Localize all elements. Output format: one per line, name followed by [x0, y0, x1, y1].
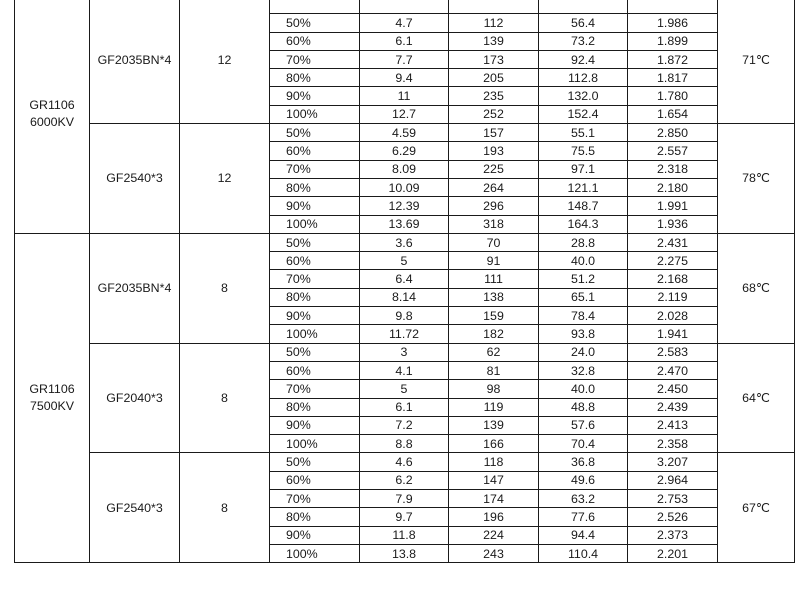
power-cell: 40.0 [539, 380, 628, 398]
current-cell: 11 [360, 87, 449, 105]
throttle-cell: 90% [270, 526, 360, 544]
throttle-cell [270, 0, 360, 14]
throttle-cell: 80% [270, 508, 360, 526]
power-cell: 51.2 [539, 270, 628, 288]
current-cell: 4.1 [360, 361, 449, 379]
efficiency-cell: 1.899 [628, 32, 718, 50]
throttle-cell: 100% [270, 544, 360, 562]
thrust-cell: 182 [449, 325, 539, 343]
table-body [15, 0, 795, 563]
efficiency-cell: 2.450 [628, 380, 718, 398]
throttle-cell: 80% [270, 69, 360, 87]
voltage-cell: 12 [180, 124, 270, 234]
throttle-cell: 60% [270, 142, 360, 160]
efficiency-cell: 2.583 [628, 343, 718, 361]
current-cell: 11.8 [360, 526, 449, 544]
efficiency-cell: 2.275 [628, 252, 718, 270]
throttle-cell: 80% [270, 288, 360, 306]
power-cell: 32.8 [539, 361, 628, 379]
efficiency-cell: 2.180 [628, 178, 718, 196]
power-cell: 57.6 [539, 416, 628, 434]
current-cell: 6.29 [360, 142, 449, 160]
throttle-cell: 50% [270, 14, 360, 32]
efficiency-cell: 2.119 [628, 288, 718, 306]
thrust-cell: 91 [449, 252, 539, 270]
current-cell: 8.8 [360, 435, 449, 453]
efficiency-cell: 2.557 [628, 142, 718, 160]
current-cell: 7.7 [360, 50, 449, 68]
throttle-cell: 60% [270, 32, 360, 50]
power-cell: 77.6 [539, 508, 628, 526]
thrust-cell: 119 [449, 398, 539, 416]
throttle-cell: 100% [270, 105, 360, 123]
power-cell: 148.7 [539, 197, 628, 215]
current-cell: 5 [360, 252, 449, 270]
thrust-cell: 166 [449, 435, 539, 453]
power-cell: 28.8 [539, 233, 628, 251]
thrust-cell: 173 [449, 50, 539, 68]
throttle-cell: 60% [270, 252, 360, 270]
power-cell: 56.4 [539, 14, 628, 32]
motor-kv-rating: 7500KV [29, 399, 75, 414]
current-cell: 4.59 [360, 124, 449, 142]
table-row [15, 233, 795, 251]
thrust-cell: 174 [449, 490, 539, 508]
temperature-cell: 68℃ [718, 233, 795, 343]
throttle-cell: 70% [270, 160, 360, 178]
power-cell: 75.5 [539, 142, 628, 160]
thrust-cell: 139 [449, 416, 539, 434]
throttle-cell: 90% [270, 197, 360, 215]
temperature-cell: 78℃ [718, 124, 795, 234]
current-cell [360, 0, 449, 14]
efficiency-cell: 2.850 [628, 124, 718, 142]
throttle-cell: 60% [270, 471, 360, 489]
current-cell: 8.09 [360, 160, 449, 178]
efficiency-cell: 2.526 [628, 508, 718, 526]
throttle-cell: 90% [270, 87, 360, 105]
power-cell: 97.1 [539, 160, 628, 178]
efficiency-cell: 1.986 [628, 14, 718, 32]
thrust-cell: 118 [449, 453, 539, 471]
current-cell: 9.4 [360, 69, 449, 87]
current-cell: 3 [360, 343, 449, 361]
thrust-cell: 159 [449, 307, 539, 325]
throttle-cell: 100% [270, 435, 360, 453]
thrust-cell: 224 [449, 526, 539, 544]
thrust-cell [449, 0, 539, 14]
voltage-cell: 8 [180, 233, 270, 343]
thrust-cell: 70 [449, 233, 539, 251]
temperature-cell: 71℃ [718, 0, 795, 124]
efficiency-cell: 2.318 [628, 160, 718, 178]
efficiency-cell: 2.028 [628, 307, 718, 325]
current-cell: 6.2 [360, 471, 449, 489]
efficiency-cell: 2.168 [628, 270, 718, 288]
thrust-cell: 193 [449, 142, 539, 160]
thrust-cell: 147 [449, 471, 539, 489]
thrust-cell: 318 [449, 215, 539, 233]
thrust-cell: 205 [449, 69, 539, 87]
current-cell: 7.2 [360, 416, 449, 434]
motor-model-name: GR1106 [29, 98, 75, 113]
power-cell: 152.4 [539, 105, 628, 123]
efficiency-cell: 2.431 [628, 233, 718, 251]
power-cell: 48.8 [539, 398, 628, 416]
thrust-cell: 112 [449, 14, 539, 32]
voltage-cell: 8 [180, 453, 270, 563]
propeller-cell: GF2540*3 [90, 124, 180, 234]
throttle-cell: 100% [270, 215, 360, 233]
efficiency-cell: 1.872 [628, 50, 718, 68]
motor-model-name: GR1106 [29, 382, 75, 397]
throttle-cell: 50% [270, 453, 360, 471]
current-cell: 11.72 [360, 325, 449, 343]
efficiency-cell: 1.780 [628, 87, 718, 105]
thrust-cell: 243 [449, 544, 539, 562]
current-cell: 13.8 [360, 544, 449, 562]
thrust-cell: 196 [449, 508, 539, 526]
current-cell: 8.14 [360, 288, 449, 306]
throttle-cell: 50% [270, 343, 360, 361]
current-cell: 4.6 [360, 453, 449, 471]
efficiency-cell: 2.358 [628, 435, 718, 453]
power-cell: 78.4 [539, 307, 628, 325]
throttle-cell: 70% [270, 270, 360, 288]
thrust-cell: 139 [449, 32, 539, 50]
power-cell: 63.2 [539, 490, 628, 508]
table-row [15, 0, 795, 14]
thrust-cell: 81 [449, 361, 539, 379]
thrust-cell: 62 [449, 343, 539, 361]
motor-model-cell [15, 0, 90, 233]
power-cell: 40.0 [539, 252, 628, 270]
efficiency-cell: 2.201 [628, 544, 718, 562]
power-cell: 121.1 [539, 178, 628, 196]
power-cell: 73.2 [539, 32, 628, 50]
current-cell: 13.69 [360, 215, 449, 233]
efficiency-cell: 1.817 [628, 69, 718, 87]
throttle-cell: 90% [270, 307, 360, 325]
current-cell: 6.4 [360, 270, 449, 288]
propeller-cell: GF2540*3 [90, 453, 180, 563]
current-cell: 7.9 [360, 490, 449, 508]
power-cell: 36.8 [539, 453, 628, 471]
throttle-cell: 50% [270, 233, 360, 251]
current-cell: 5 [360, 380, 449, 398]
throttle-cell: 100% [270, 325, 360, 343]
power-cell: 132.0 [539, 87, 628, 105]
efficiency-cell: 1.991 [628, 197, 718, 215]
power-cell: 92.4 [539, 50, 628, 68]
table-row [15, 453, 795, 471]
voltage-cell: 12 [180, 0, 270, 124]
efficiency-cell: 2.753 [628, 490, 718, 508]
current-cell: 4.7 [360, 14, 449, 32]
efficiency-cell: 1.654 [628, 105, 718, 123]
power-cell: 112.8 [539, 69, 628, 87]
temperature-cell: 64℃ [718, 343, 795, 453]
efficiency-cell [628, 0, 718, 14]
throttle-cell: 60% [270, 361, 360, 379]
power-cell: 70.4 [539, 435, 628, 453]
motor-test-data-table [14, 0, 795, 563]
table-row [15, 124, 795, 142]
motor-kv-rating: 6000KV [29, 115, 75, 130]
throttle-cell: 90% [270, 416, 360, 434]
efficiency-cell: 3.207 [628, 453, 718, 471]
power-cell: 55.1 [539, 124, 628, 142]
current-cell: 3.6 [360, 233, 449, 251]
thrust-cell: 235 [449, 87, 539, 105]
throttle-cell: 50% [270, 124, 360, 142]
thrust-cell: 111 [449, 270, 539, 288]
thrust-cell: 252 [449, 105, 539, 123]
efficiency-cell: 2.470 [628, 361, 718, 379]
power-cell: 65.1 [539, 288, 628, 306]
thrust-cell: 138 [449, 288, 539, 306]
table-row [15, 343, 795, 361]
throttle-cell: 70% [270, 50, 360, 68]
current-cell: 10.09 [360, 178, 449, 196]
efficiency-cell: 1.936 [628, 215, 718, 233]
propeller-cell: GF2035BN*4 [90, 0, 180, 124]
propeller-cell: GF2040*3 [90, 343, 180, 453]
power-cell: 164.3 [539, 215, 628, 233]
efficiency-cell: 2.373 [628, 526, 718, 544]
propeller-cell: GF2035BN*4 [90, 233, 180, 343]
throttle-cell: 80% [270, 398, 360, 416]
power-cell: 94.4 [539, 526, 628, 544]
throttle-cell: 70% [270, 380, 360, 398]
current-cell: 6.1 [360, 32, 449, 50]
motor-model-cell [15, 233, 90, 562]
power-cell: 24.0 [539, 343, 628, 361]
current-cell: 6.1 [360, 398, 449, 416]
power-cell: 49.6 [539, 471, 628, 489]
efficiency-cell: 2.439 [628, 398, 718, 416]
thrust-cell: 296 [449, 197, 539, 215]
efficiency-cell: 2.964 [628, 471, 718, 489]
throttle-cell: 70% [270, 490, 360, 508]
thrust-cell: 157 [449, 124, 539, 142]
thrust-cell: 264 [449, 178, 539, 196]
current-cell: 12.7 [360, 105, 449, 123]
voltage-cell: 8 [180, 343, 270, 453]
current-cell: 9.8 [360, 307, 449, 325]
throttle-cell: 80% [270, 178, 360, 196]
current-cell: 9.7 [360, 508, 449, 526]
thrust-cell: 225 [449, 160, 539, 178]
efficiency-cell: 1.941 [628, 325, 718, 343]
temperature-cell: 67℃ [718, 453, 795, 563]
thrust-cell: 98 [449, 380, 539, 398]
power-cell: 110.4 [539, 544, 628, 562]
efficiency-cell: 2.413 [628, 416, 718, 434]
power-cell: 93.8 [539, 325, 628, 343]
power-cell [539, 0, 628, 14]
current-cell: 12.39 [360, 197, 449, 215]
